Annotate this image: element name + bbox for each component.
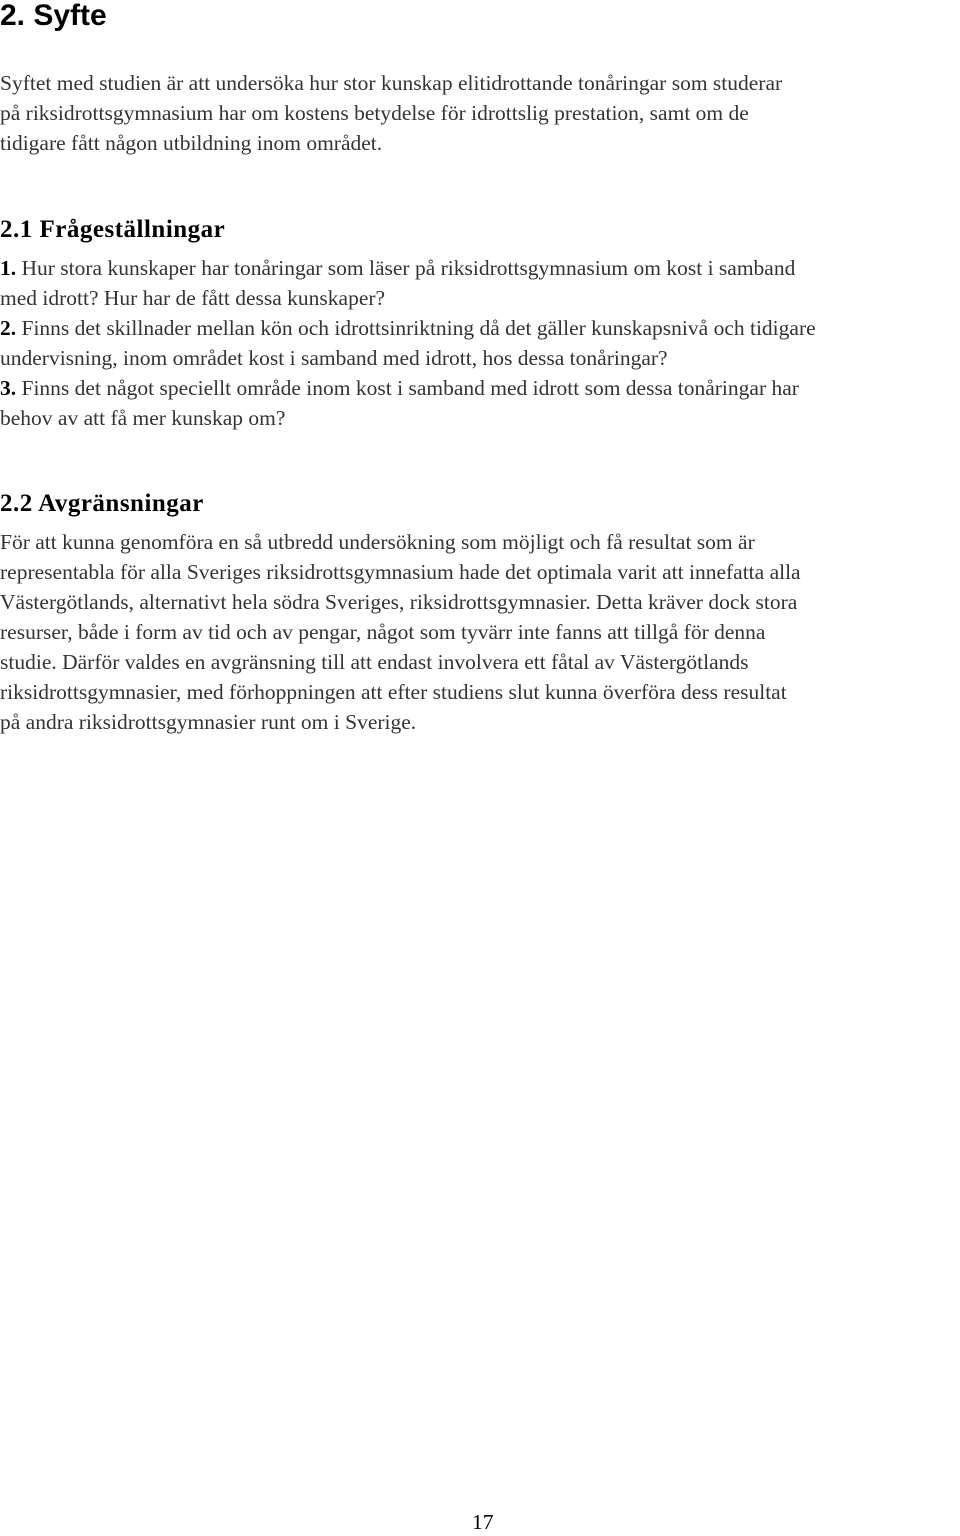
question-text: behov av att få mer kunskap om? xyxy=(0,406,286,430)
question-1 xyxy=(0,253,958,283)
intro-paragraph xyxy=(0,68,958,158)
intro-line: på riksidrottsgymnasium har om kostens betydelse för idrottslig prestation, samt om de xyxy=(0,101,749,125)
question-text: Finns det skillnader mellan kön och idrottsinriktning då det gäller kunskapsnivå och tidigare xyxy=(16,316,816,340)
paragraph-line: resurser, både i form av tid och av pengar, något som tyvärr inte fanns att tillgå för denna xyxy=(0,620,766,644)
research-questions xyxy=(0,253,958,433)
paragraph-line: på andra riksidrottsgymnasier runt om i Sverige. xyxy=(0,710,417,734)
question-number: 1. xyxy=(0,256,17,280)
section-heading-fragestallningar: 2.1 Frågeställningar xyxy=(0,216,226,243)
section-heading-avgransningar: 2.2 Avgränsningar xyxy=(0,490,204,517)
intro-line: tidigare fått någon utbildning inom området. xyxy=(0,131,383,155)
page-number: 17 xyxy=(472,1510,494,1534)
question-text: Hur stora kunskaper har tonåringar som läser på riksidrottsgymnasium om kost i samband xyxy=(16,256,796,280)
paragraph-line: För att kunna genomföra en så utbredd undersökning som möjligt och få resultat som är xyxy=(0,530,755,554)
paragraph-line: representabla för alla Sveriges riksidrottsgymnasium hade det optimala varit att innefatta alla xyxy=(0,560,801,584)
question-number: 3. xyxy=(0,376,17,400)
paragraph-line: riksidrottsgymnasier, med förhoppningen att efter studiens slut kunna överföra dess resultat xyxy=(0,680,787,704)
paragraph-line: studie. Därför valdes en avgränsning till att endast involvera ett fåtal av Västergötlands xyxy=(0,650,749,674)
question-text: Finns det något speciellt område inom kost i samband med idrott som dessa tonåringar har xyxy=(16,376,799,400)
question-number: 2. xyxy=(0,316,17,340)
question-text: undervisning, inom området kost i samband med idrott, hos dessa tonåringar? xyxy=(0,346,668,370)
paragraph-line: Västergötlands, alternativt hela södra Sveriges, riksidrottsgymnasier. Detta kräver dock stora xyxy=(0,590,798,614)
page-title: 2. Syfte xyxy=(0,0,107,32)
delimitations-paragraph xyxy=(0,527,958,737)
intro-line: Syftet med studien är att undersöka hur stor kunskap elitidrottande tonåringar som studerar xyxy=(0,71,783,95)
question-3 xyxy=(0,373,958,403)
question-text: med idrott? Hur har de fått dessa kunskaper? xyxy=(0,286,386,310)
question-2 xyxy=(0,313,958,343)
